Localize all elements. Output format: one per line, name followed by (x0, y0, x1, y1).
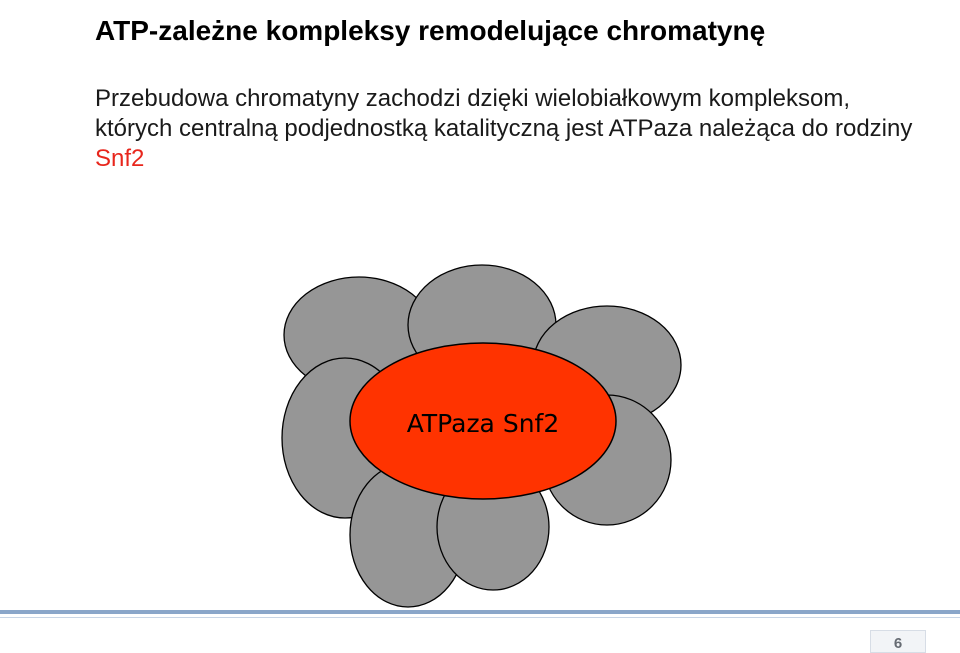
slide-title: ATP-zależne kompleksy remodelujące chromatynę (95, 15, 766, 46)
body-text: Przebudowa chromatyny zachodzi dzięki wielobiałkowym kompleksom, których centralną podjednostką katalityczną jest ATPaza należąca do rodziny (95, 85, 913, 142)
footer-line (0, 610, 960, 614)
footer-line-secondary (0, 617, 960, 618)
page-number: 6 (893, 635, 903, 652)
snf2-highlight: Snf2 (95, 145, 145, 172)
atpase-label: ATPaza Snf2 (406, 409, 560, 438)
